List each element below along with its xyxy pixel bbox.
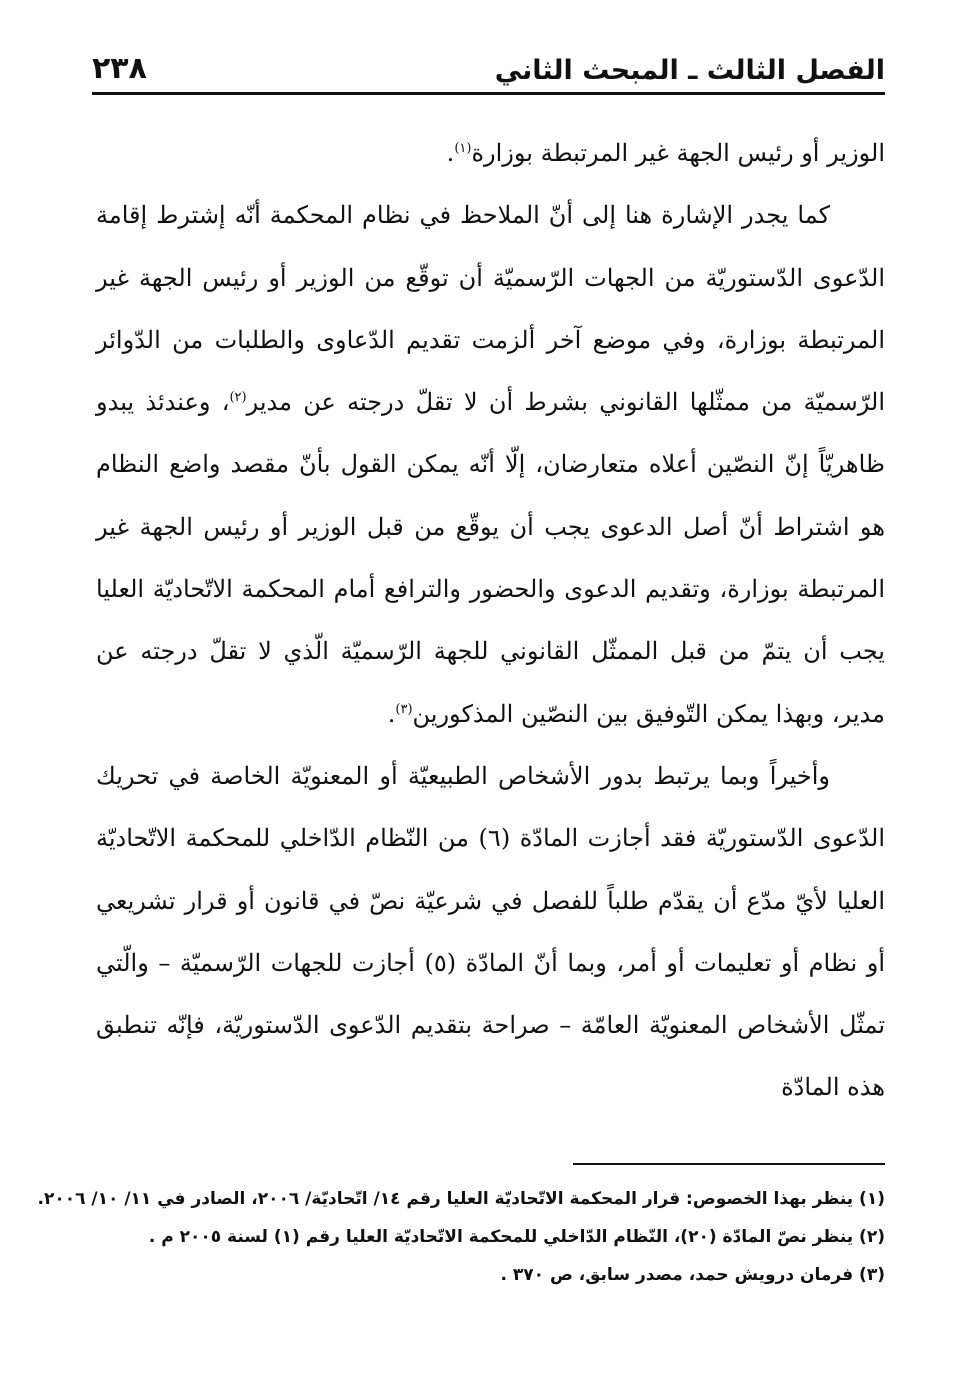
paragraph-1-end: . — [446, 139, 455, 167]
body-text — [96, 122, 885, 1119]
footnote-ref-1[interactable]: (١) — [454, 141, 472, 156]
running-title: الفصل الثالث ـ المبحث الثاني — [494, 55, 885, 86]
footnote-rule — [573, 1163, 885, 1165]
paragraph-3: وأخيراً وبما يرتبط بدور الأشخاص الطبيعيّة أو المعنويّة الخاصة في تحريك الدّعوى الدّستوريّة فقد أجازت المادّة (٦) من النّظام الدّاخلي للمحكمة الاتّحاديّة العليا لأيّ مدّع أن يقدّم طلباً للفصل في شرعيّة نصّ في قانون أو قرار تشريعي أو نظام أو تعليمات أو أمر، وبما أنّ المادّة (٥) أجازت للجهات الرّسميّة – والّتي تمثّل الأشخاص المعنويّة العامّة – صراحة بتقديم الدّعوى الدّستوريّة، فإنّه تنطبق هذه المادّة — [96, 761, 885, 1102]
footnote-ref-3[interactable]: (٣) — [395, 701, 413, 717]
page-header — [92, 42, 885, 90]
footnote-ref-2[interactable]: (٢) — [229, 390, 247, 406]
paragraph-2-text-b: ، وعندئذ يبدو ظاهريّاً إنّ النصّين أعلاه متعارضان، إلّا أنّه يمكن القول بأنّ مقصد واضع النظام هو اشتراط أنّ أصل الدعوى يجب أن يوقّع من قبل الوزير أو رئيس الجهة غير المرتبطة بوزارة، وتقديم الدعوى والحضور والترافع أمام المحكمة الاتّحاديّة العليا يجب أن يتمّ من قبل الممثّل القانوني للجهة الرّسميّة الّذي لا تقلّ درجته عن مدير، وبهذا يمكن التّوفيق بين النصّين المذكورين — [96, 388, 885, 728]
footnote-3: (٣) فرمان درويش حمد، مصدر سابق، ص ٣٧٠ . — [500, 1265, 885, 1285]
paragraph-2 — [96, 184, 885, 745]
paragraph-2-end: . — [387, 699, 396, 728]
header-rule — [92, 92, 885, 95]
paragraph-2-text-a: كما يجدر الإشارة هنا إلى أنّ الملاحظ في نظام المحكمة أنّه إشترط إقامة الدّعوى الدّستوريّة من الجهات الرّسميّة أن توقّع من الوزير أو رئيس الجهة غير المرتبطة بوزارة، وفي موضع آخر ألزمت تقديم الدّعاوى والطلبات من الدّوائر الرّسميّة من ممثّلها القانوني بشرط أن لا تقلّ درجته عن مدير — [96, 201, 886, 417]
footnote-1: (١) ينظر بهذا الخصوص: قرار المحكمة الاتّحاديّة العليا رقم ١٤/ اتّحاديّة/ ٢٠٠٦، الصادر في ١١/ ١٠/ ٢٠٠٦. — [37, 1189, 885, 1209]
footnote-2: (٢) ينظر نصّ المادّة (٢٠)، النّظام الدّاخلي للمحكمة الاتّحاديّة العليا رقم (١) لسنة ٢٠٠٥ م . — [148, 1227, 885, 1247]
footnotes — [37, 1180, 885, 1294]
paragraph-1-text: الوزير أو رئيس الجهة غير المرتبطة بوزارة — [471, 139, 885, 167]
page-number: ٢٣٨ — [92, 51, 147, 86]
paragraph-1 — [96, 122, 885, 184]
